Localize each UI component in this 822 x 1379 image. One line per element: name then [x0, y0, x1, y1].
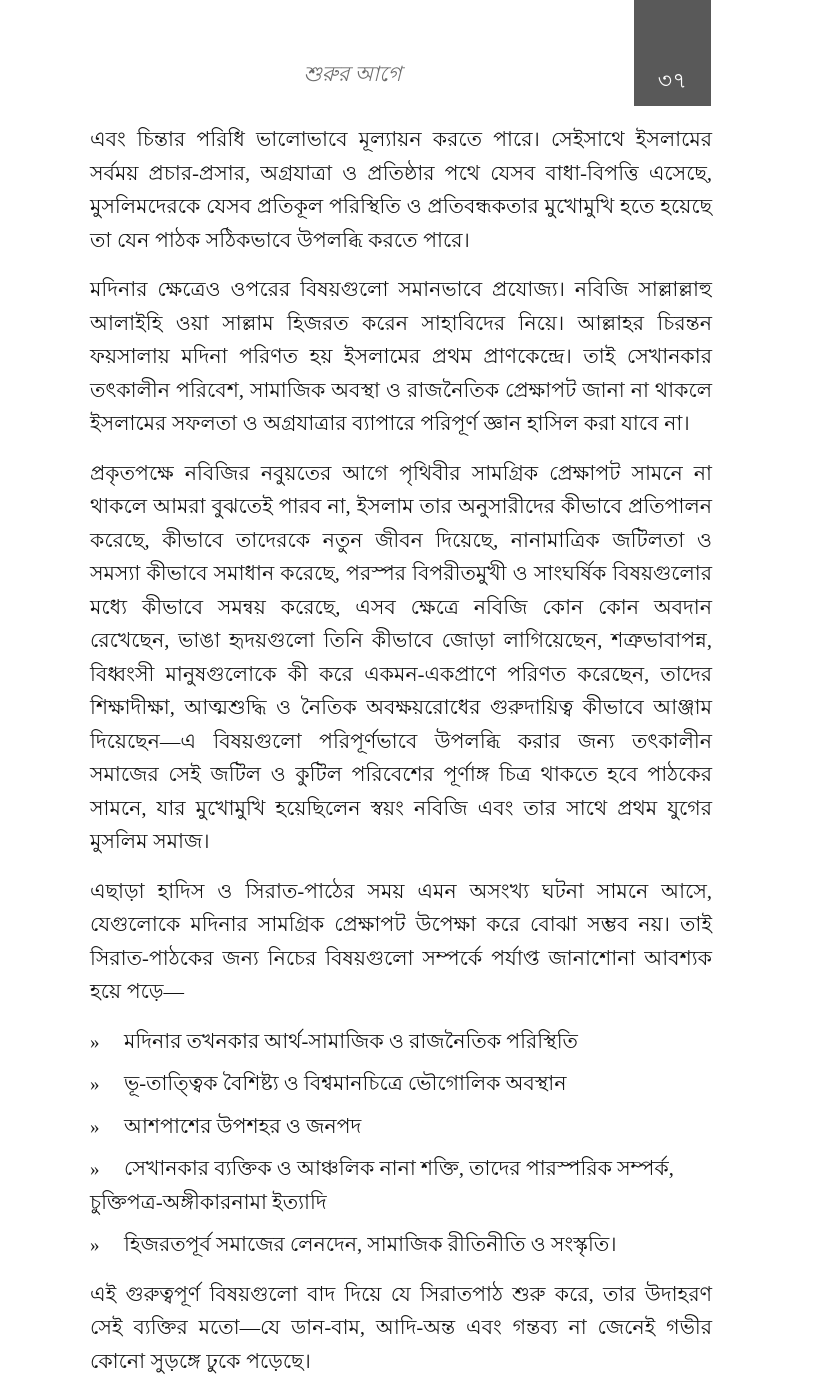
running-header-title: শুরুর আগে [90, 62, 615, 87]
guillemet-bullet-icon: » [90, 1153, 124, 1187]
list-item-label: আশপাশের উপশহর ও জনপদ [124, 1116, 361, 1138]
list-item-label: ভূ-তাত্ত্বিক বৈশিষ্ট্য ও বিশ্বমানচিত্রে ভৌগোলিক অবস্থান [124, 1073, 566, 1095]
page-header [0, 0, 822, 110]
list-item [90, 1229, 712, 1263]
paragraph-1: এবং চিন্তার পরিধি ভালোভাবে মূল্যায়ন করতে পারে। সেইসাথে ইসলামের সর্বময় প্রচার-প্রসার, অগ্রযাত্রা ও প্রতিষ্ঠার পথে যেসব বাধা-বিপত্তি এসেছে, মুসলিমদেরকে যেসব প্রতিকূল পরিস্থিতি ও প্রতিবন্ধকতার মুখোমুখি হতে হয়েছে তা যেন পাঠক সঠিকভাবে উপলব্ধি করতে পারে। [90, 124, 712, 258]
list-item-label: হিজরতপূর্ব সমাজের লেনদেন, সামাজিক রীতিনীতি ও সংস্কৃতি। [124, 1234, 617, 1256]
list-item [90, 1111, 712, 1145]
guillemet-bullet-icon: » [90, 1229, 124, 1263]
guillemet-bullet-icon: » [90, 1026, 124, 1060]
paragraph-3: প্রকৃতপক্ষে নবিজির নবুয়তের আগে পৃথিবীর সামগ্রিক প্রেক্ষাপট সামনে না থাকলে আমরা বুঝতেই পারব না, ইসলাম তার অনুসারীদের কীভাবে প্রতিপালন করেছে, কীভাবে তাদেরকে নতুন জীবন দিয়েছে, নানামাত্রিক জটিলতা ও সমস্যা কীভাবে সমাধান করেছে, পরস্পর বিপরীতমুখী ও সাংঘর্ষিক বিষয়গুলোর মধ্যে কীভাবে সমন্বয় করেছে, এসব ক্ষেত্রে নবিজি কোন কোন অবদান রেখেছেন, ভাঙা হৃদয়গুলো তিনি কীভাবে জোড়া লাগিয়েছেন, শত্রুভাবাপন্ন, বিধ্বংসী মানুষগুলোকে কী করে একমন-একপ্রাণে পরিণত করেছেন, তাদের শিক্ষাদীক্ষা, আত্মশুদ্ধি ও নৈতিক অবক্ষয়রোধের গুরুদায়িত্ব কীভাবে আঞ্জাম দিয়েছেন—এ বিষয়গুলো পরিপূর্ণভাবে উপলব্ধি করার জন্য তৎকালীন সমাজের সেই জটিল ও কুটিল পরিবেশের পূর্ণাঙ্গ চিত্র থাকতে হবে পাঠকের সামনে, যার মুখোমুখি হয়েছিলেন স্বয়ং নবিজি এবং তার সাথে প্রথম যুগের মুসলিম সমাজ। [90, 458, 712, 860]
list-item [90, 1026, 712, 1060]
paragraph-2: মদিনার ক্ষেত্রেও ওপরের বিষয়গুলো সমানভাবে প্রযোজ্য। নবিজি সাল্লাল্লাহু আলাইহি ওয়া সাল্লাম হিজরত করেন সাহাবিদের নিয়ে। আল্লাহর চিরন্তন ফয়সালায় মদিনা পরিণত হয় ইসলামের প্রথম প্রাণকেন্দ্রে। তাই সেখানকার তৎকালীন পরিবেশ, সামাজিক অবস্থা ও রাজনৈতিক প্রেক্ষাপট জানা না থাকলে ইসলামের সফলতা ও অগ্রযাত্রার ব্যাপারে পরিপূর্ণ জ্ঞান হাসিল করা যাবে না। [90, 274, 712, 442]
paragraph-4: এছাড়া হাদিস ও সিরাত-পাঠের সময় এমন অসংখ্য ঘটনা সামনে আসে, যেগুলোকে মদিনার সামগ্রিক প্রেক্ষাপট উপেক্ষা করে বোঝা সম্ভব নয়। তাই সিরাত-পাঠকের জন্য নিচের বিষয়গুলো সম্পর্কে পর্যাপ্ত জানাশোনা আবশ্যক হয়ে পড়ে— [90, 876, 712, 1010]
list-item [90, 1153, 712, 1220]
list-item-label: সেখানকার ব্যক্তিক ও আঞ্চলিক নানা শক্তি, তাদের পারস্পরিক সম্পর্ক, চুক্তিপত্র-অঙ্গীকারনামা ইত্যাদি [90, 1158, 674, 1214]
list-item [90, 1068, 712, 1102]
guillemet-bullet-icon: » [90, 1111, 124, 1145]
list-item-label: মদিনার তখনকার আর্থ-সামাজিক ও রাজনৈতিক পরিস্থিতি [124, 1031, 578, 1053]
page-number: ৩৭ [658, 70, 688, 92]
closing-paragraph: এই গুরুত্বপূর্ণ বিষয়গুলো বাদ দিয়ে যে সিরাতপাঠ শুরু করে, তার উদাহরণ সেই ব্যক্তির মতো—যে ডান-বাম, আদি-অন্ত এবং গন্তব্য না জেনেই গভীর কোনো সুড়ঙ্গে ঢুকে পড়েছে। [90, 1279, 712, 1379]
page-body [90, 124, 712, 1379]
guillemet-bullet-icon: » [90, 1068, 124, 1102]
page-number-box [634, 0, 711, 106]
topic-bullet-list [90, 1026, 712, 1263]
